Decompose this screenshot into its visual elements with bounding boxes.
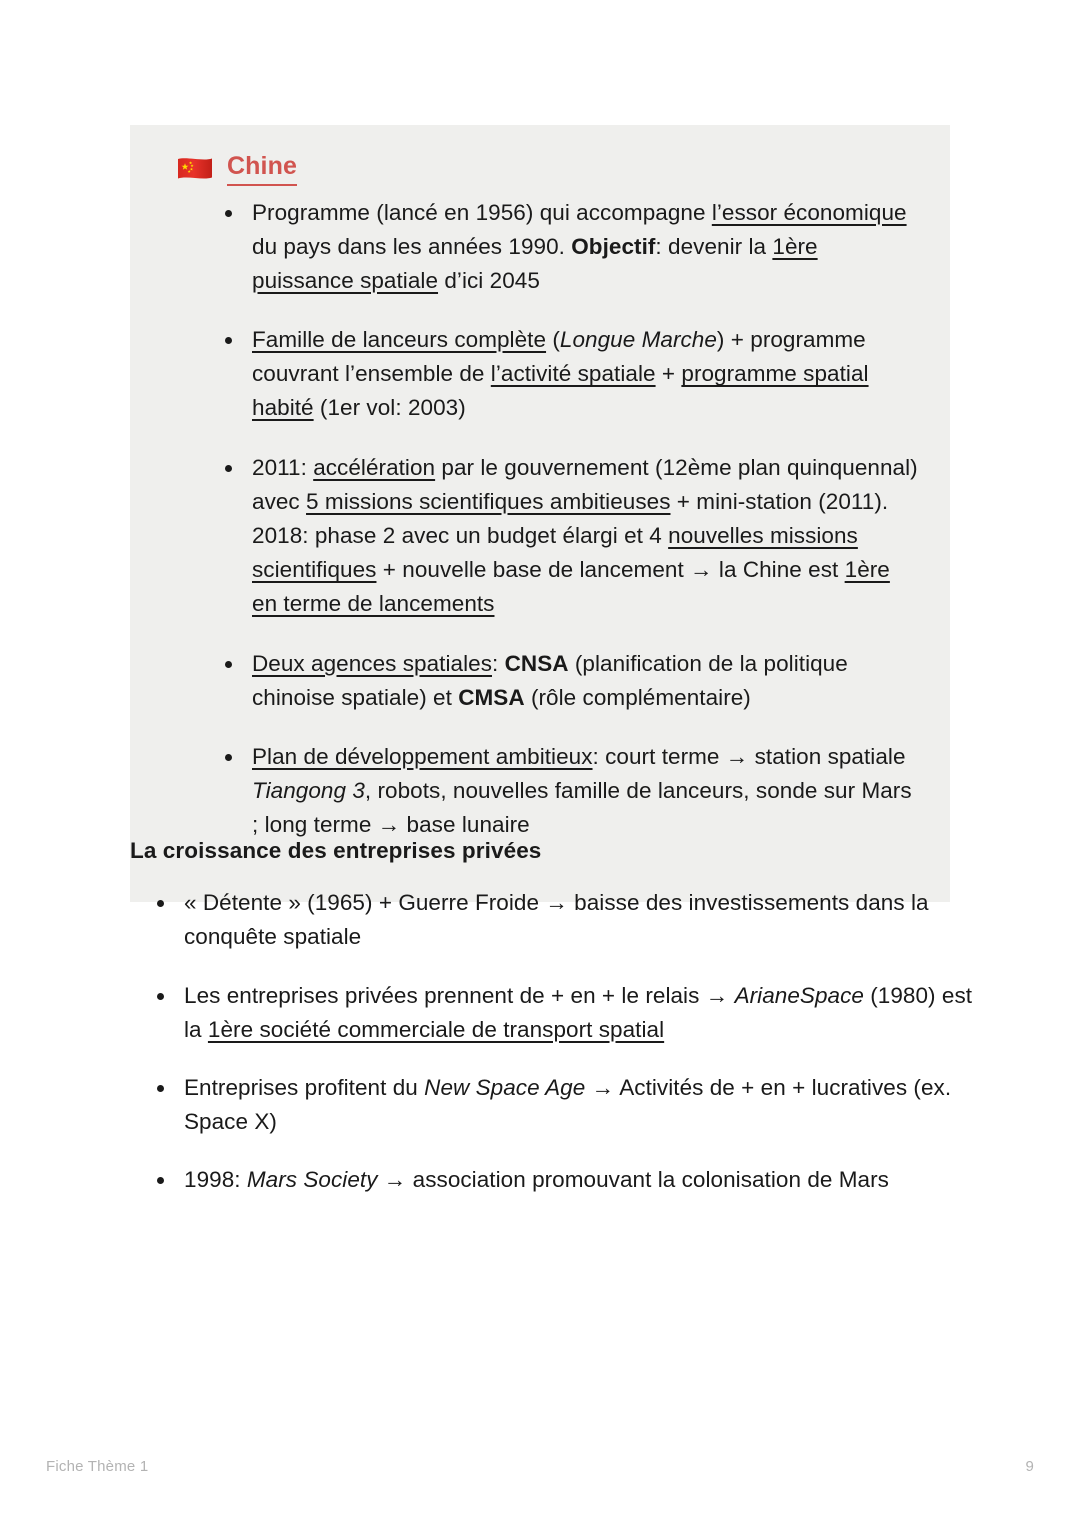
text-segment: : court terme → station spatiale — [592, 743, 906, 769]
list-item — [148, 886, 990, 954]
text-segment: 2011: — [252, 454, 314, 480]
text-segment: : — [492, 650, 505, 676]
footer-label: Fiche Thème 1 — [46, 1458, 149, 1475]
italic-text: Mars Society — [246, 1167, 378, 1193]
text-segment: + mini-station (2011). 2018: phase 2 avec un budget élargi et 4 — [252, 488, 889, 548]
text-segment: → Activités de + en + lucratives (ex. Space X) — [184, 1075, 952, 1135]
bold-text: CNSA — [504, 650, 569, 676]
text-segment: + — [655, 361, 682, 387]
underlined-text: 1ère puissance spatiale — [252, 233, 818, 293]
italic-text: New Space Age — [424, 1075, 586, 1100]
text-segment: d’ici 2045 — [438, 267, 540, 293]
text-segment: ( — [546, 327, 560, 353]
text-segment: (rôle complémentaire) — [524, 684, 751, 710]
list-item — [216, 196, 920, 299]
text-segment: → association promouvant la colonisation de Mars — [377, 1167, 889, 1193]
footer-page-number: 9 — [1025, 1458, 1034, 1475]
text-segment: « Détente » (1965) + Guerre Froide → baisse des investissements dans la conquête spatiale — [184, 890, 929, 950]
flag-china-icon — [177, 156, 213, 182]
underlined-text: accélération — [313, 454, 436, 480]
underlined-text: l’activité spatiale — [490, 361, 656, 387]
text-segment: : devenir la — [655, 233, 773, 259]
underlined-text: 5 missions scientifiques ambitieuses — [306, 488, 671, 514]
text-segment: (1er vol: 2003) — [313, 395, 466, 421]
italic-text: ArianeSpace — [734, 982, 864, 1008]
section-heading: La croissance des entreprises privées — [130, 838, 542, 863]
list-item — [216, 647, 920, 715]
underlined-text: Plan de développement ambitieux — [252, 743, 593, 769]
section-entreprises-privees — [130, 836, 990, 1222]
text-segment: (planification de la politique chinoise spatiale) et — [252, 650, 848, 710]
underlined-text: l’essor économique — [711, 199, 907, 225]
callout-chine — [130, 125, 950, 902]
text-segment: Les entreprises privées prennent de + en + le relais → — [184, 982, 735, 1008]
callout-bullet-list — [216, 196, 920, 843]
section-bullet-list — [148, 886, 990, 1197]
text-segment: , robots, nouvelles famille de lanceurs, sonde sur Mars ; long terme → base lunaire — [252, 778, 912, 838]
text-segment: + nouvelle base de lancement → la Chine est — [376, 557, 845, 583]
bold-text: Objectif — [571, 233, 656, 259]
callout-title: Chine — [227, 153, 297, 186]
text-segment: Programme (lancé en 1956) qui accompagne — [252, 199, 712, 225]
text-segment: 1998: — [184, 1167, 247, 1193]
underlined-text: Famille de lanceurs complète — [252, 327, 547, 353]
text-segment: ) + programme couvrant l’ensemble de — [252, 327, 866, 387]
list-item — [216, 451, 920, 622]
italic-text: Longue Marche — [559, 327, 717, 353]
underlined-text: 1ère société commerciale de transport spatial — [207, 1016, 665, 1042]
list-item — [216, 740, 920, 843]
list-item — [148, 1163, 990, 1197]
text-segment: par le gouvernement (12ème plan quinquennal) avec — [252, 454, 918, 514]
text-segment: (1980) est la — [184, 982, 973, 1042]
callout-header — [177, 153, 920, 186]
list-item — [148, 979, 990, 1047]
text-segment: Entreprises profitent du — [184, 1075, 425, 1100]
page-footer — [46, 1458, 1034, 1475]
list-item — [148, 1071, 990, 1139]
text-segment: du pays dans les années 1990. — [252, 233, 572, 259]
underlined-text: 1ère en terme de lancements — [252, 557, 890, 617]
underlined-text: Deux agences spatiales — [252, 650, 492, 676]
italic-text: Tiangong 3 — [252, 778, 365, 804]
underlined-text: nouvelles missions scientifiques — [252, 523, 858, 583]
bold-text: CMSA — [458, 684, 525, 710]
underlined-text: programme spatial habité — [252, 361, 869, 421]
list-item — [216, 323, 920, 426]
